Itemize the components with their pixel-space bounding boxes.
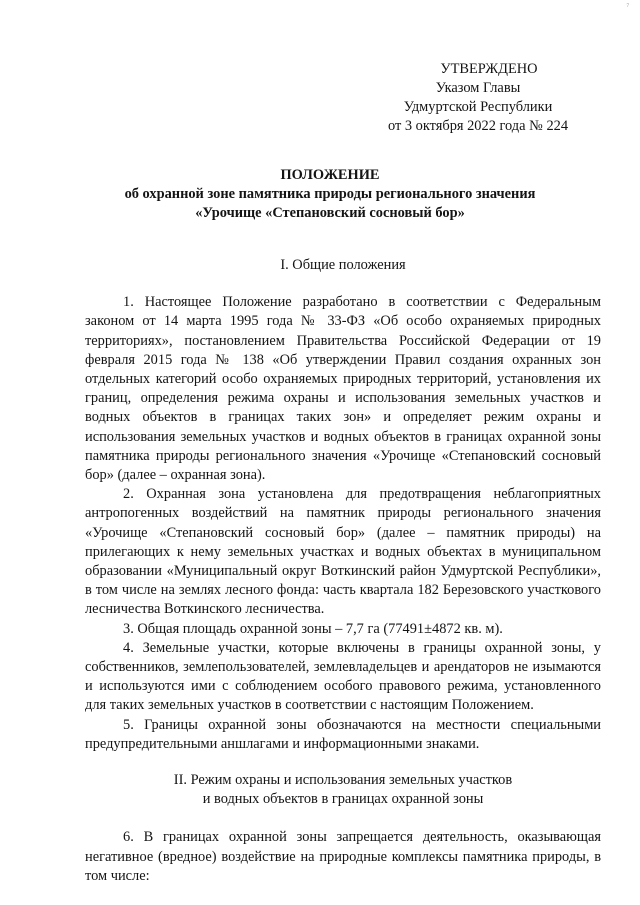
title-subtitle: об охранной зоне памятника природы регионального значения [124,186,536,202]
approval-block [368,60,588,136]
section-2-heading [85,771,601,809]
approval-date: от 3 октября 2022 года № 224 [387,118,569,134]
paragraph-5: 5. Границы охранной зоны обозначаются на местности специальными предупредительными аншлагами и информационными знаками. [85,716,601,752]
paragraph-6: 6. В границах охранной зоны запрещается деятельность, оказывающая негативное (вредное) воздействие на природные комплексы памятника природы, в том числе: [85,829,601,884]
approval-decree: Указом Главы [435,80,521,96]
document-title [80,166,580,223]
paragraph-1: 1. Настоящее Положение разработано в соответствии с Федеральным законом от 14 марта 1995 года № 33-ФЗ «Об особо охраняемых природных территориях», постановлением Правительства Российской Федерации от 19 февраля 2015 года № 138 «Об утверждении Правил создания охранных зон отдельных категорий особо охраняемых природных территорий, установления их границ, определения режима охраны и использования земельных участков и водных объектов в границах таких зон» и определяет режим охраны и использования земельных участков и водных объектов в границах охранной зоны памятника природы регионального значения «Урочище «Степановский сосновый бор» (далее – охранная зона). [85,294,601,484]
paragraph-4: 4. Земельные участки, которые включены в границы охранной зоны, у собственников, землепользователей, землевладельцев и арендаторов не изымаются и используются ими с соблюдением особого правового режима, установленного для таких земельных участков в соответствии с настоящим Положением. [85,639,601,714]
document-body [85,256,601,886]
paragraph-2: 2. Охранная зона установлена для предотвращения неблагоприятных антропогенных воздействий на памятник природы регионального значения «Урочище «Степановский сосновый бор» (далее – памятник природы) на прилегающих к нему земельных участках и водных объектах в муниципальном образовании «Муниципальный округ Воткинский район Удмуртской Республики», в том числе на землях лесного фонда: часть квартала 182 Березовского участкового лесничества Воткинского лесничества. [85,486,601,618]
section-2-heading-line-2: и водных объектов в границах охранной зоны [202,791,484,808]
page-number: 7 [626,4,629,9]
paragraph-3: 3. Общая площадь охранной зоны – 7,7 га (77491±4872 кв. м). [123,620,503,637]
section-2-heading-line-1: II. Режим охраны и использования земельных участков [173,772,513,789]
approval-status: УТВЕРЖДЕНО [440,61,538,77]
title-object-name: «Урочище «Степановский сосновый бор» [195,205,465,221]
title-main: ПОЛОЖЕНИЕ [280,167,380,183]
approval-authority: Удмуртской Республики [403,99,553,115]
section-1-heading: I. Общие положения [280,257,406,273]
